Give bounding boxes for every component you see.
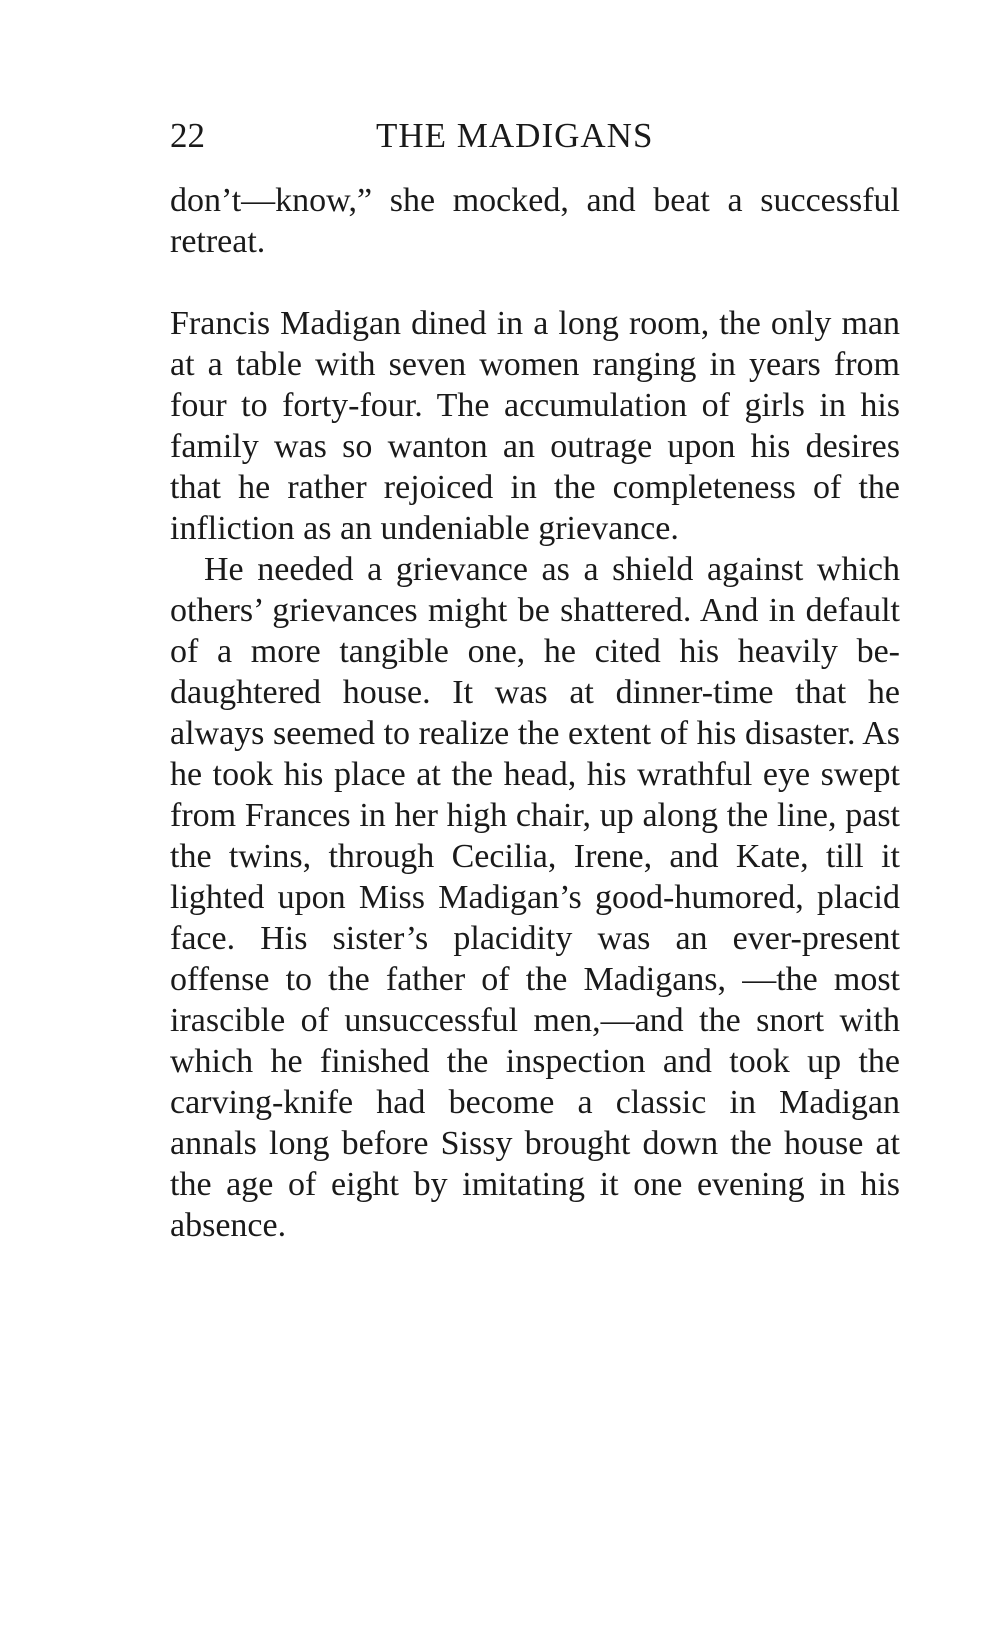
paragraph-dinner: Francis Madigan dined in a long room, the only man at a table with seven women ranging in years from four to forty-four. The accumulation of girls in his family was so wanton an outrage upon his desires that he rather rejoiced in the completeness of the infliction as an undeniable grievance. [170, 305, 900, 547]
page-number: 22 [170, 116, 205, 155]
paragraph-continued: don’t—know,” she mocked, and beat a successful retreat. [170, 182, 900, 260]
running-head [170, 114, 900, 158]
running-title: THE MADIGANS [376, 116, 654, 155]
body-text [170, 180, 900, 1246]
paragraph-grievance: He needed a grievance as a shield against which others’ grievances might be shattered. And in default of a more tangible one, he cited his heavily be-daughtered house. It was at dinner-time that he always seemed to realize the extent of his disaster. As he took his place at the head, his wrathful eye swept from Frances in her high chair, up along the line, past the twins, through Cecilia, Irene, and Kate, till it lighted upon Miss Madigan’s good-humored, placid face. His sister’s placidity was an ever-present offense to the father of the Madigans, —the most irascible of unsuccessful men,—and the snort with which he finished the inspection and took up the carving-knife had become a classic in Madigan annals long before Sissy brought down the house at the age of eight by imitating it one evening in his absence. [170, 551, 900, 1244]
